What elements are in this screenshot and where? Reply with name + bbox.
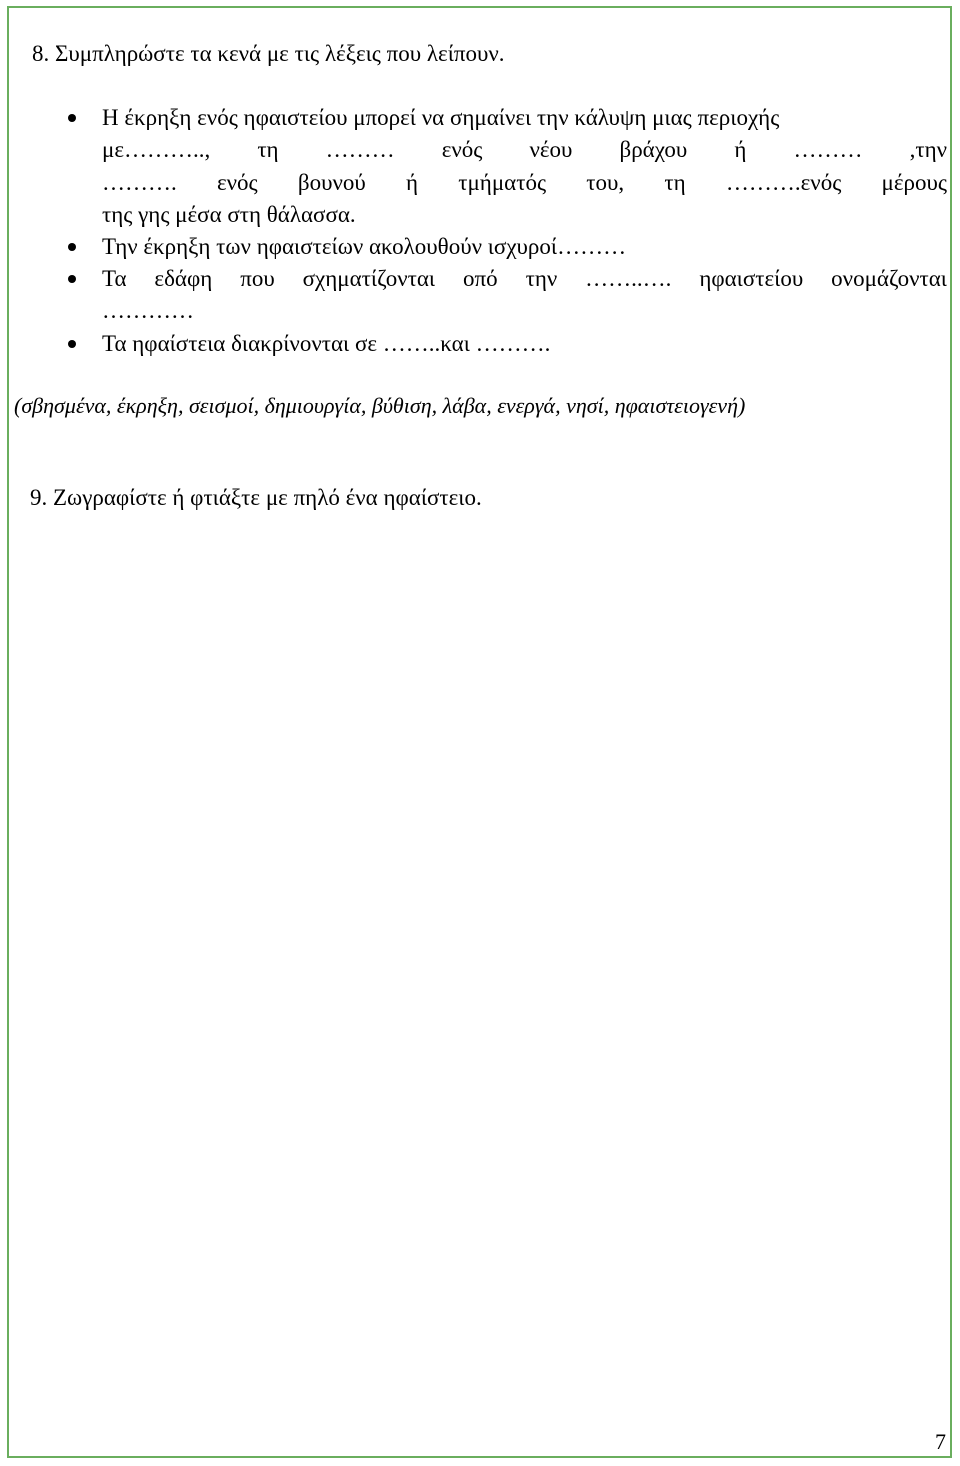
bullet-dot — [68, 275, 76, 283]
word-bank: (σβησμένα, έκρηξη, σεισμοί, δημιουργία, βύθιση, λάβα, ενεργά, νησί, ηφαιστειογενή) — [14, 393, 746, 418]
bullet-1-line-3: ………. ενός βουνού ή τμήματός του, τη ……….ενός μέρους — [102, 170, 947, 195]
bullet-3-line-1: Τα εδάφη που σχηματίζονται οπό την ……..…. ηφαιστείου ονομάζονται — [102, 266, 947, 291]
bullet-1-line-2: με……….., τη ……… ενός νέου βράχου ή ……… ,την — [102, 137, 947, 162]
question-9-title: 9. Ζωγραφίστε ή φτιάξτε με πηλό ένα ηφαίστειο. — [30, 485, 482, 510]
bullet-dot — [68, 243, 76, 251]
bullet-1-line-4: της γης μέσα στη θάλασσα. — [102, 202, 356, 227]
bullet-dot — [68, 340, 76, 348]
bullet-4-line-1: Τα ηφαίστεια διακρίνονται σε ……..και ………. — [102, 331, 551, 356]
page-number: 7 — [935, 1429, 946, 1454]
bullet-3-line-2: ………… — [102, 298, 194, 323]
bullet-dot — [68, 114, 76, 122]
question-8-title: 8. Συμπληρώστε τα κενά με τις λέξεις που λείπουν. — [32, 41, 505, 66]
bullet-1-line-1: Η έκρηξη ενός ηφαιστείου μπορεί να σημαίνει την κάλυψη μιας περιοχής — [102, 105, 780, 130]
bullet-2-line-1: Την έκρηξη των ηφαιστείων ακολουθούν ισχυροί……… — [102, 234, 627, 259]
